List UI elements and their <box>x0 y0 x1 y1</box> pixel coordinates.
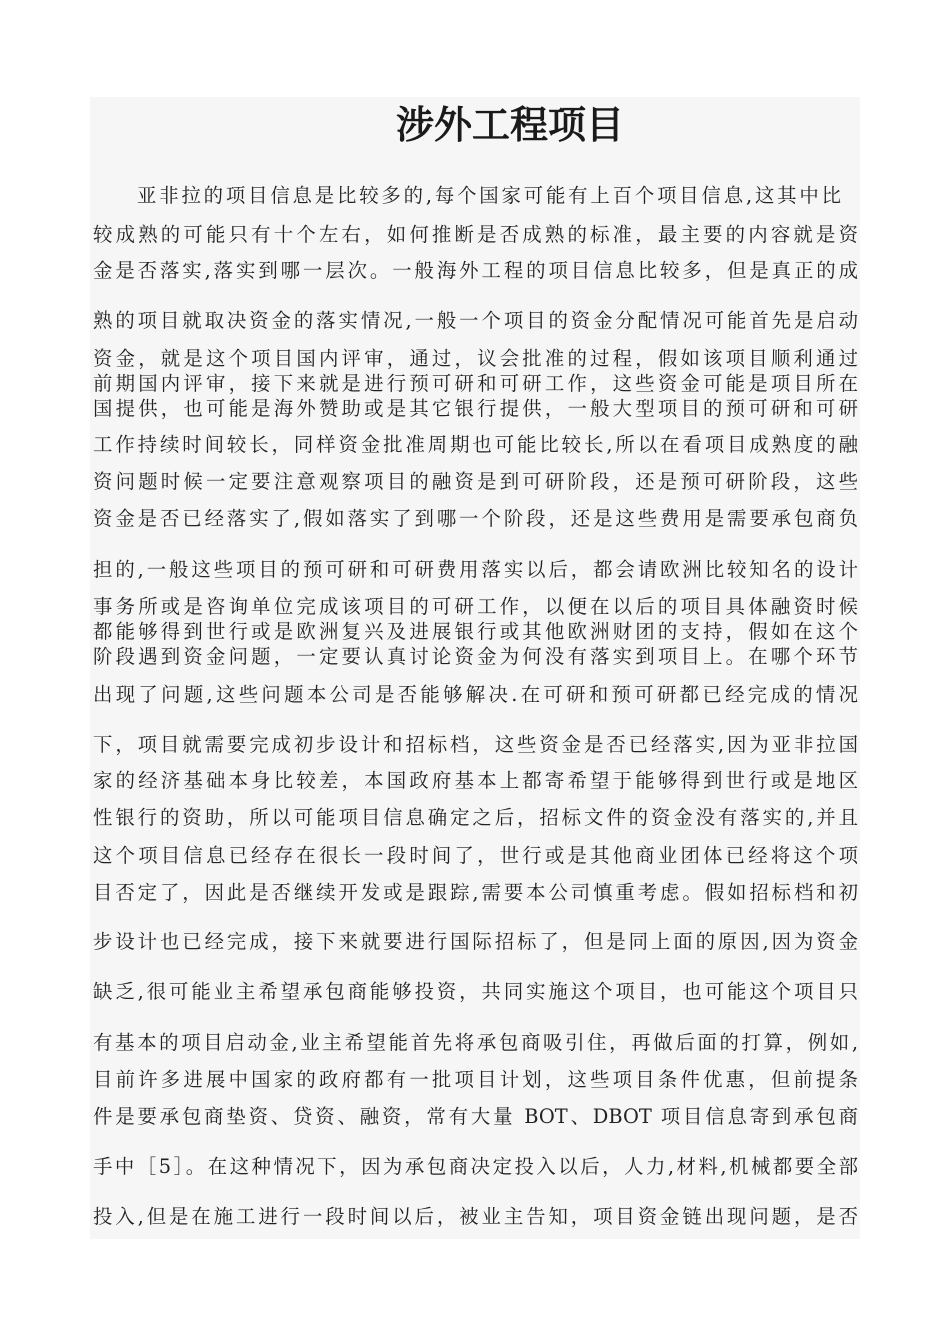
body-line: 投入,但是在施工进行一段时间以后，被业主告知，项目资金链出现问题，是否 <box>93 1205 858 1228</box>
document-title: 涉外工程项目 <box>395 102 624 147</box>
body-line: 担的,一般这些项目的预可研和可研费用落实以后，都会请欧洲比较知名的设计 <box>93 558 858 581</box>
body-line: 下，项目就需要完成初步设计和招标档，这些资金是否已经落实,因为亚非拉国 <box>93 733 858 756</box>
body-line: 出现了问题,这些问题本公司是否能够解决.在可研和预可研都已经完成的情况 <box>93 683 858 706</box>
body-line: 亚非拉的项目信息是比较多的,每个国家可能有上百个项目信息,这其中比 <box>137 184 841 207</box>
body-line: 资问题时候一定要注意观察项目的融资是到可研阶段，还是预可研阶段，这些 <box>93 470 858 493</box>
body-line: 件是要承包商垫资、贷资、融资，常有大量 BOT、DBOT 项目信息寄到承包商 <box>93 1105 858 1128</box>
body-line: 熟的项目就取决资金的落实情况,一般一个项目的资金分配情况可能首先是启动 <box>93 309 858 332</box>
body-line: 金是否落实,落实到哪一层次。一般海外工程的项目信息比较多，但是真正的成 <box>93 259 858 282</box>
body-line: 目否定了，因此是否继续开发或是跟踪,需要本公司慎重考虑。假如招标档和初 <box>93 881 858 904</box>
body-line: 较成熟的可能只有十个左右，如何推断是否成熟的标准，最主要的内容就是资 <box>93 223 858 246</box>
body-line: 阶段遇到资金问题，一定要认真讨论资金为何没有落实到项目上。在哪个环节 <box>93 645 858 668</box>
body-line: 工作持续时间较长，同样资金批准周期也可能比较长,所以在看项目成熟度的融 <box>93 433 858 456</box>
body-line: 目前许多进展中国家的政府都有一批项目计划，这些项目条件优惠，但前提条 <box>93 1068 858 1091</box>
body-line: 手中［5］。在这种情况下，因为承包商决定投入以后，人力,材料,机械都要全部 <box>93 1155 858 1178</box>
body-line: 国提供，也可能是海外赞助或是其它银行提供，一般大型项目的预可研和可研 <box>93 397 858 420</box>
body-line: 步设计也已经完成，接下来就要进行国际招标了，但是同上面的原因,因为资金 <box>93 930 858 953</box>
body-line: 资金，就是这个项目国内评审，通过，议会批准的过程，假如该项目顺利通过 <box>93 347 858 370</box>
body-line: 资金是否已经落实了,假如落实了到哪一个阶段，还是这些费用是需要承包商负 <box>93 507 858 530</box>
body-line: 事务所或是咨询单位完成该项目的可研工作，以便在以后的项目具体融资时候 <box>93 595 858 618</box>
body-line: 家的经济基础本身比较差，本国政府基本上都寄希望于能够得到世行或是地区 <box>93 769 858 792</box>
body-line: 都能够得到世行或是欧洲复兴及进展银行或其他欧洲财团的支持，假如在这个 <box>93 620 858 643</box>
body-line: 这个项目信息已经存在很长一段时间了，世行或是其他商业团体已经将这个项 <box>93 844 858 867</box>
body-line: 缺乏,很可能业主希望承包商能够投资，共同实施这个项目，也可能这个项目只 <box>93 980 858 1003</box>
body-line: 性银行的资助，所以可能项目信息确定之后，招标文件的资金没有落实的,并且 <box>93 806 858 829</box>
body-line: 前期国内评审，接下来就是进行预可研和可研工作，这些资金可能是项目所在 <box>93 372 858 395</box>
body-line: 有基本的项目启动金,业主希望能首先将承包商吸引住，再做后面的打算，例如, <box>93 1031 858 1054</box>
